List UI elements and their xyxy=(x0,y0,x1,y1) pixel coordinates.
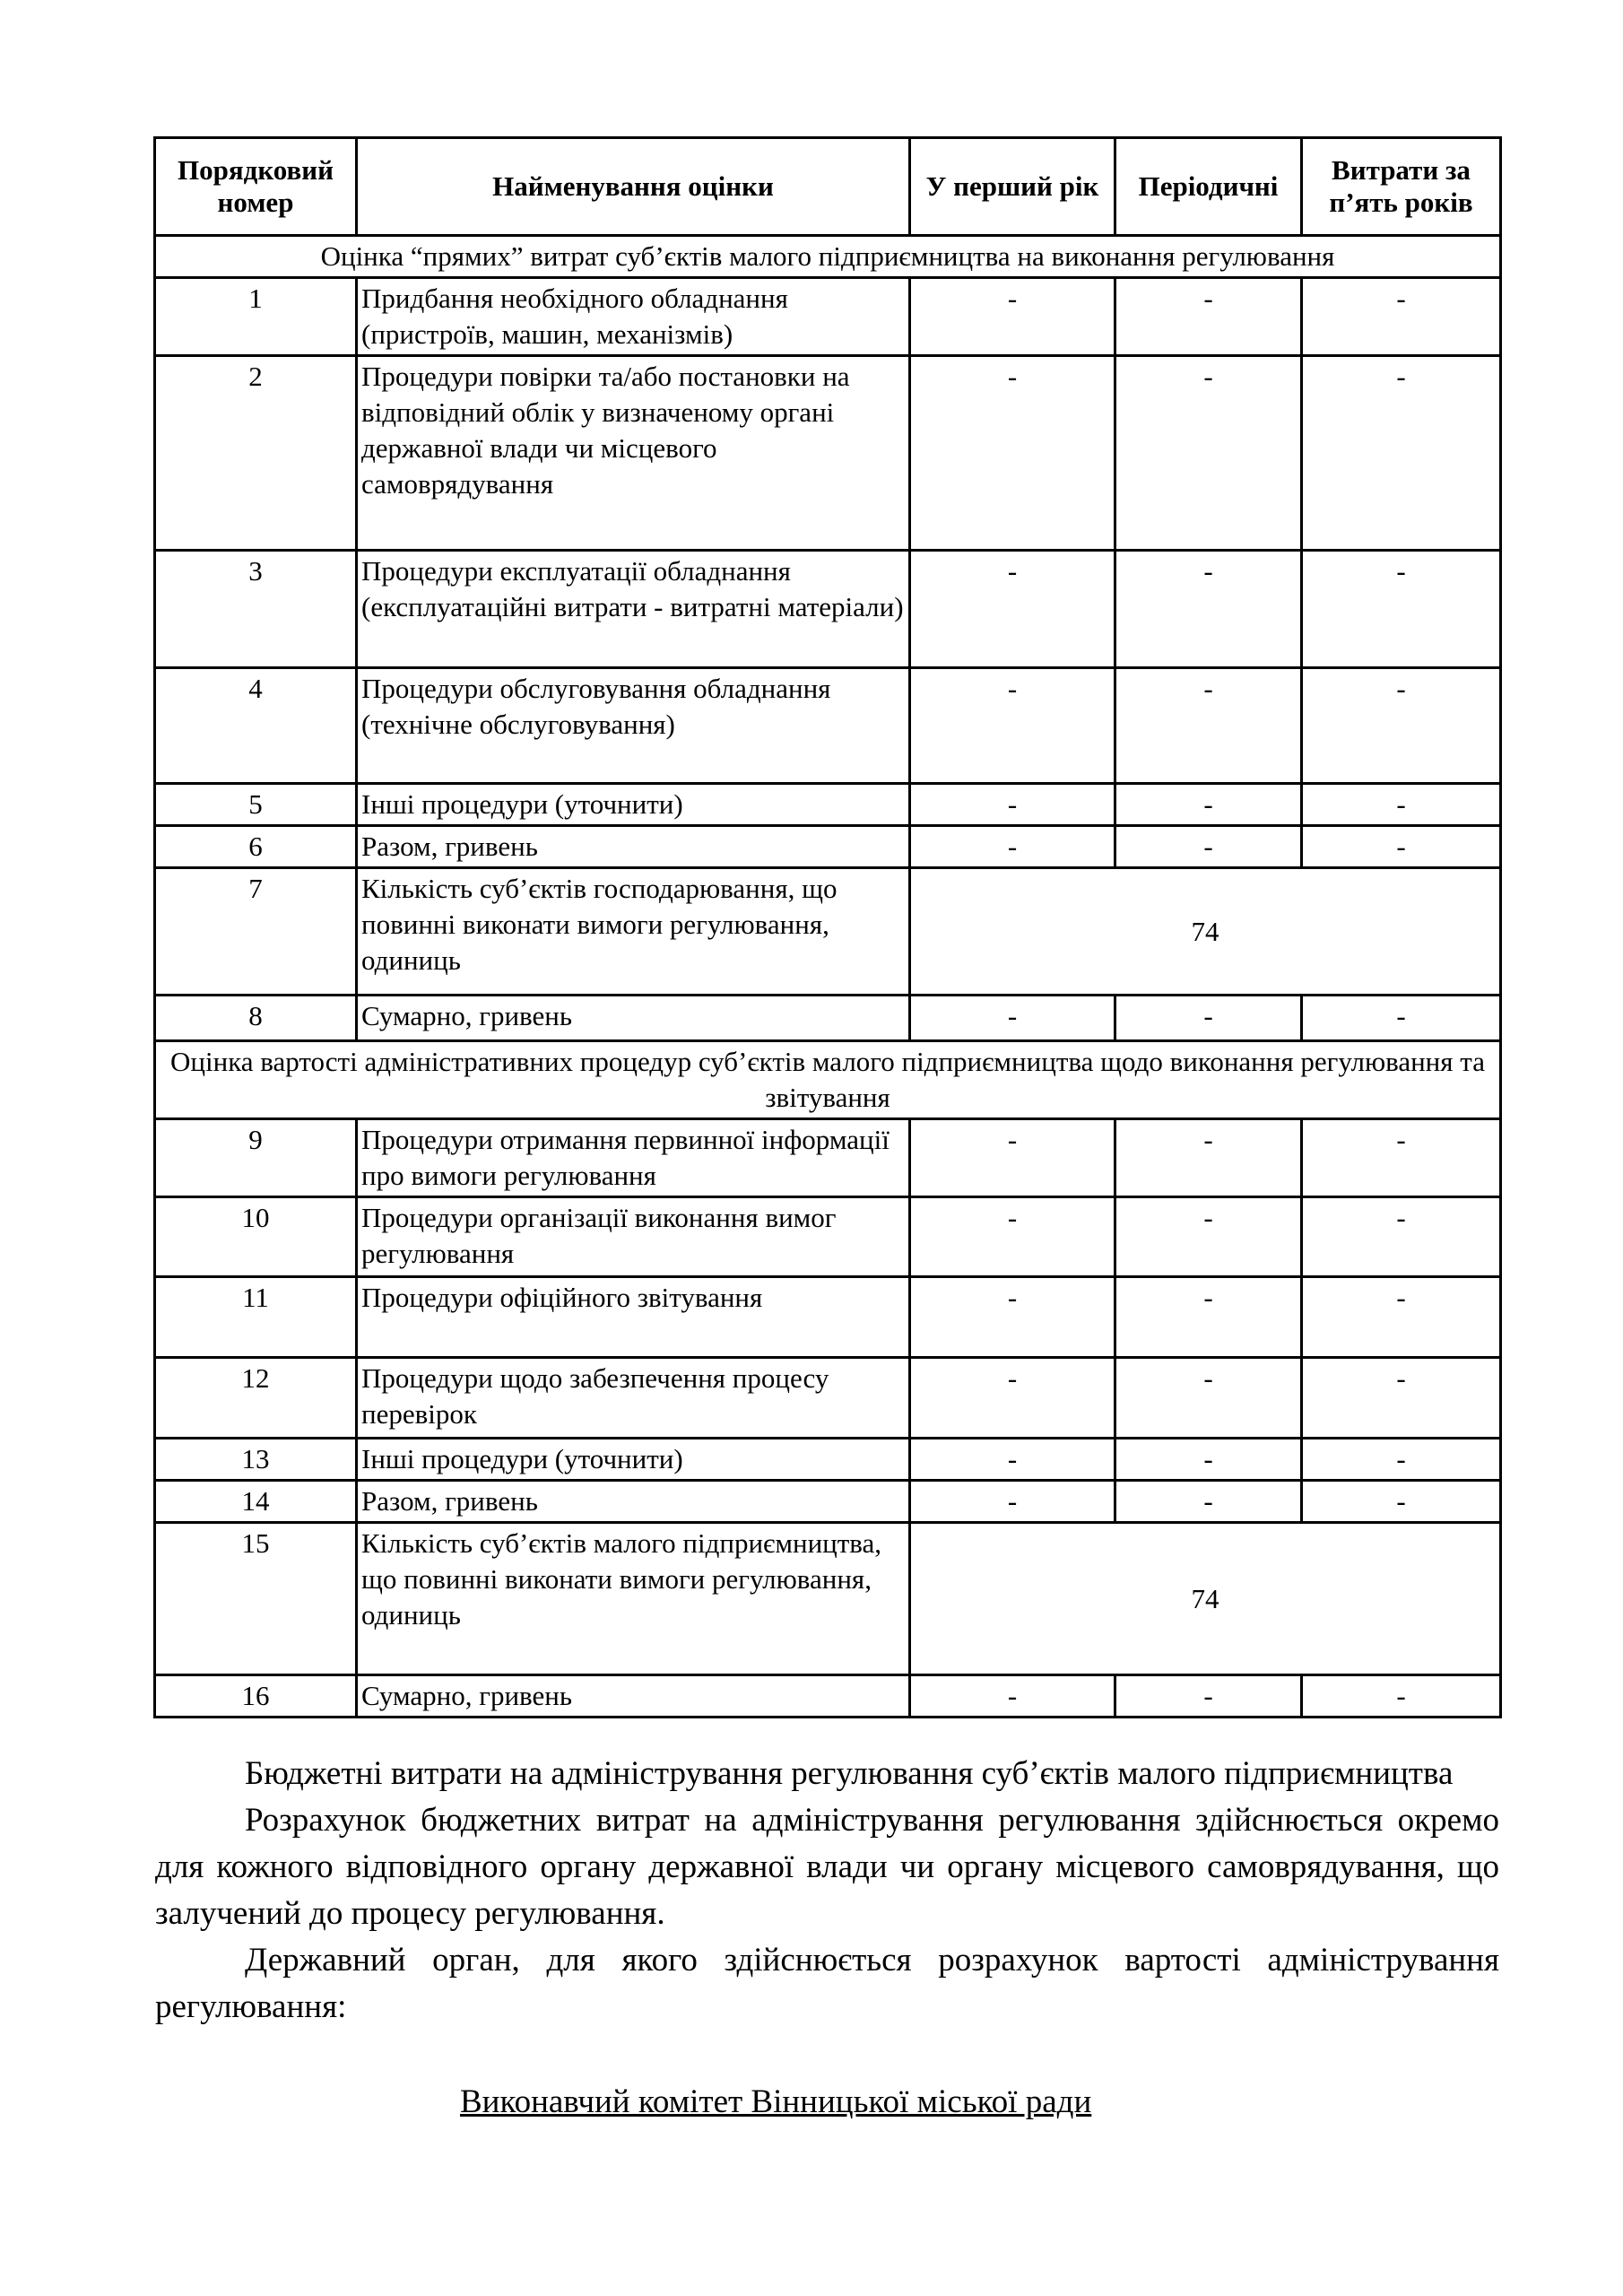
five-years-value: - xyxy=(1302,1277,1501,1358)
periodic-value: - xyxy=(1115,1277,1302,1358)
row-number: 1 xyxy=(155,278,357,356)
periodic-value: - xyxy=(1115,1358,1302,1439)
cost-estimate-table xyxy=(153,136,1502,1718)
table-row xyxy=(155,1439,1501,1481)
table-row xyxy=(155,1358,1501,1439)
row-name: Процедури щодо забезпечення процесу перевірок xyxy=(357,1358,910,1439)
periodic-value: - xyxy=(1115,356,1302,551)
row-name: Інші процедури (уточнити) xyxy=(357,1439,910,1481)
row-name: Сумарно, гривень xyxy=(357,996,910,1041)
five-years-value: - xyxy=(1302,668,1501,784)
row-name: Інші процедури (уточнити) xyxy=(357,784,910,826)
row-name: Процедури обслуговування обладнання (технічне обслуговування) xyxy=(357,668,910,784)
table-row xyxy=(155,1119,1501,1197)
table-row xyxy=(155,1523,1501,1675)
row-number: 16 xyxy=(155,1675,357,1718)
row-name: Кількість суб’єктів малого підприємництва, що повинні виконати вимоги регулювання, одиниць xyxy=(357,1523,910,1675)
row-number: 9 xyxy=(155,1119,357,1197)
first-year-value: - xyxy=(910,1675,1115,1718)
row-number: 11 xyxy=(155,1277,357,1358)
periodic-value: - xyxy=(1115,278,1302,356)
paragraph-calculation: Розрахунок бюджетних витрат на адміністрування регулювання здійснюється окремо для кожного відповідного органу державної влади чи органу місцевого самоврядування, що залучений до процесу регулювання. xyxy=(155,1802,1499,1932)
header-periodic: Періодичні xyxy=(1115,138,1302,236)
row-name: Кількість суб’єктів господарювання, що повинні виконати вимоги регулювання, одиниць xyxy=(357,868,910,996)
periodic-value: - xyxy=(1115,1119,1302,1197)
row-number: 7 xyxy=(155,868,357,996)
row-name: Процедури офіційного звітування xyxy=(357,1277,910,1358)
merged-count-value: 74 xyxy=(910,1523,1501,1675)
five-years-value: - xyxy=(1302,996,1501,1041)
five-years-value: - xyxy=(1302,356,1501,551)
row-name: Разом, гривень xyxy=(357,826,910,868)
table-row xyxy=(155,784,1501,826)
five-years-value: - xyxy=(1302,1358,1501,1439)
five-years-value: - xyxy=(1302,784,1501,826)
five-years-value: - xyxy=(1302,1481,1501,1523)
section-header-row xyxy=(155,236,1501,278)
periodic-value: - xyxy=(1115,1439,1302,1481)
first-year-value: - xyxy=(910,1277,1115,1358)
header-five-years: Витрати за п’ять років xyxy=(1302,138,1501,236)
paragraph-authority-intro: Державний орган, для якого здійснюється розрахунок вартості адміністрування регулювання: xyxy=(155,1942,1499,2025)
table-row xyxy=(155,278,1501,356)
periodic-value: - xyxy=(1115,784,1302,826)
row-name: Придбання необхідного обладнання (пристроїв, машин, механізмів) xyxy=(357,278,910,356)
header-name: Найменування оцінки xyxy=(357,138,910,236)
row-number: 4 xyxy=(155,668,357,784)
five-years-value: - xyxy=(1302,1119,1501,1197)
row-name: Процедури повірки та/або постановки на відповідний облік у визначеному органі державної влади чи місцевого самоврядування xyxy=(357,356,910,551)
section2-title: Оцінка вартості адміністративних процедур суб’єктів малого підприємництва щодо виконання регулювання та звітування xyxy=(155,1041,1501,1119)
five-years-value: - xyxy=(1302,1197,1501,1277)
first-year-value: - xyxy=(910,1481,1115,1523)
periodic-value: - xyxy=(1115,826,1302,868)
five-years-value: - xyxy=(1302,1439,1501,1481)
first-year-value: - xyxy=(910,551,1115,668)
row-name: Процедури організації виконання вимог регулювання xyxy=(357,1197,910,1277)
table-row xyxy=(155,1675,1501,1718)
row-number: 2 xyxy=(155,356,357,551)
row-number: 12 xyxy=(155,1358,357,1439)
first-year-value: - xyxy=(910,1358,1115,1439)
row-number: 8 xyxy=(155,996,357,1041)
five-years-value: - xyxy=(1302,278,1501,356)
row-name: Разом, гривень xyxy=(357,1481,910,1523)
section-header-row xyxy=(155,1041,1501,1119)
periodic-value: - xyxy=(1115,996,1302,1041)
five-years-value: - xyxy=(1302,826,1501,868)
body-text xyxy=(155,1751,1499,2031)
table-row xyxy=(155,1481,1501,1523)
table-row xyxy=(155,1197,1501,1277)
table-row xyxy=(155,1277,1501,1358)
first-year-value: - xyxy=(910,784,1115,826)
first-year-value: - xyxy=(910,1119,1115,1197)
periodic-value: - xyxy=(1115,1675,1302,1718)
table-row xyxy=(155,668,1501,784)
table-row xyxy=(155,868,1501,996)
row-number: 15 xyxy=(155,1523,357,1675)
periodic-value: - xyxy=(1115,1197,1302,1277)
table-row xyxy=(155,356,1501,551)
table-row xyxy=(155,996,1501,1041)
periodic-value: - xyxy=(1115,1481,1302,1523)
periodic-value: - xyxy=(1115,668,1302,784)
first-year-value: - xyxy=(910,668,1115,784)
row-name: Сумарно, гривень xyxy=(357,1675,910,1718)
row-number: 14 xyxy=(155,1481,357,1523)
merged-count-value: 74 xyxy=(910,868,1501,996)
first-year-value: - xyxy=(910,826,1115,868)
row-number: 5 xyxy=(155,784,357,826)
header-num: Порядковий номер xyxy=(155,138,357,236)
table-header-row xyxy=(155,138,1501,236)
row-name: Процедури експлуатації обладнання (експлуатаційні витрати - витратні матеріали) xyxy=(357,551,910,668)
first-year-value: - xyxy=(910,1439,1115,1481)
row-number: 10 xyxy=(155,1197,357,1277)
five-years-value: - xyxy=(1302,1675,1501,1718)
table-row xyxy=(155,551,1501,668)
section1-title: Оцінка “прямих” витрат суб’єктів малого підприємництва на виконання регулювання xyxy=(155,236,1501,278)
row-number: 13 xyxy=(155,1439,357,1481)
table-row xyxy=(155,826,1501,868)
periodic-value: - xyxy=(1115,551,1302,668)
row-name: Процедури отримання первинної інформації про вимоги регулювання xyxy=(357,1119,910,1197)
first-year-value: - xyxy=(910,356,1115,551)
paragraph-budget-costs: Бюджетні витрати на адміністрування регулювання суб’єктів малого підприємництва xyxy=(245,1755,1454,1792)
first-year-value: - xyxy=(910,1197,1115,1277)
five-years-value: - xyxy=(1302,551,1501,668)
row-number: 3 xyxy=(155,551,357,668)
first-year-value: - xyxy=(910,996,1115,1041)
first-year-value: - xyxy=(910,278,1115,356)
authority-name: Виконавчий комітет Вінницької міської ради xyxy=(460,2083,1092,2120)
header-first-year: У перший рік xyxy=(910,138,1115,236)
row-number: 6 xyxy=(155,826,357,868)
